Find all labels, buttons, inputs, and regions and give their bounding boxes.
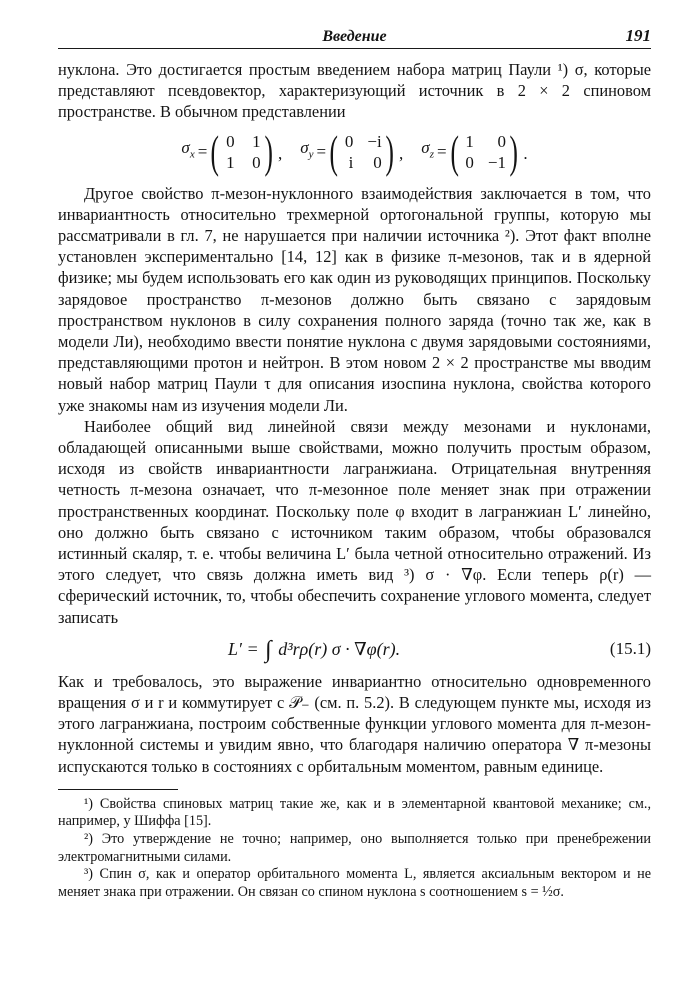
equation-rhs: d³rρ(r) σ · ∇φ(r). (278, 638, 401, 659)
sigma-x-sub: x (189, 148, 195, 161)
section-title: Введение (322, 28, 387, 45)
paragraph-4: Как и требовалось, это выражение инвариантно относительно одновременного вращения σ и r и коммутирует с 𝒫₋ (см. п. 5.2). В следующем пункте мы, исходя из этого лагранжиана, построим собственные функции углового момента для π-мезон-нуклонной системы и увидим явно, что благодаря наличию оператора ∇ π-мезоны испускаются только в состояниях с орбитальным моментом, равным единице. (58, 671, 651, 776)
sigma-y-a: 0 (344, 131, 354, 151)
sigma-y-entries (341, 132, 381, 172)
sigma-z-b: 0 (497, 131, 506, 151)
sigma-y-c: i (348, 152, 354, 172)
equation-15-1 (58, 630, 651, 670)
sigma-z-symbol: σ (421, 138, 430, 158)
footnotes (58, 796, 651, 902)
footnote-divider (58, 789, 178, 790)
sigma-y-d: 0 (373, 152, 382, 172)
paragraph-3: Наиболее общий вид линейной связи между мезонами и нуклонами, обладающей описанными выше свойствами, можно получить простым образом, исходя из свойств инвариантности лагранжиана. Отрицательная внутренняя четность π-мезона означает, что π-мезонное поле меняет знак при отражении пространственных координат. Поскольку поле φ входит в лагранжиан L′ линейно, оно должно быть связано с источником таким образом, чтобы образовался истинный скаляр, т. е. чтобы величина L′ была четной относительно отражений. Из этого следует, что связь должна иметь вид ³) σ · ∇φ. Если теперь ρ(r) — сферический источник, то, чтобы обеспечить сохранение углового момента, следует записать (58, 416, 651, 627)
sigma-y-sub: y (308, 148, 314, 161)
sigma-y-b: −i (367, 131, 382, 151)
right-paren: ) (385, 125, 394, 177)
sigma-y-symbol: σ (300, 138, 309, 158)
sigma-x-equals: = (197, 142, 208, 161)
sigma-z-a: 1 (465, 131, 474, 151)
left-paren: ( (329, 125, 338, 177)
sigma-x-entries (223, 132, 261, 172)
sigma-y-matrix (300, 125, 404, 177)
right-paren: ) (509, 125, 518, 177)
sigma-z-entries (462, 132, 506, 172)
sigma-z-sub: z (429, 148, 434, 161)
paragraph-1: нуклона. Это достигается простым введением набора матриц Паули ¹) σ, которые представляют псевдовектор, характеризующий источник в 2 × 2 спиновом пространстве. В обычном представлении (58, 60, 651, 122)
left-paren: ( (210, 125, 220, 177)
page-number: 191 (625, 26, 651, 45)
footnote-2: ²) Это утверждение не точно; например, оно выполняется только при пренебрежении электромагнитными силами. (58, 831, 651, 865)
page (58, 24, 651, 901)
sigma-y-punct: , (399, 144, 404, 164)
left-paren: ( (450, 125, 459, 177)
sigma-x-punct: , (277, 144, 283, 164)
equation-lhs: L′ = (228, 638, 259, 659)
paragraph-2: Другое свойство π-мезон-нуклонного взаимодействия заключается в том, что инвариантность относительно трехмерной ортогональной группы, которую мы рассматривали в гл. 7, не нарушается при наличии источника ²). Этот факт вполне установлен экспериментально [14, 12] как в физике π-мезонов, так и в ядерной физике; мы будем использовать его как один из руководящих принципов. Поскольку зарядовое пространство π-мезонов должно быть связано с зарядовым пространством нуклонов в силу сохранения полного заряда (точно так же, как в модели Ли), необходимо ввести понятие нуклона с двумя зарядовыми состояниями, представляющими протон и нейтрон. В этом новом 2 × 2 пространстве мы вводим новый набор матриц Паули τ для описания изоспина нуклона, свойства которого уже знакомы нам из изучения модели Ли. (58, 183, 651, 415)
body-text (58, 59, 651, 777)
sigma-z-equals: = (436, 142, 447, 161)
sigma-x-d: 0 (252, 152, 261, 172)
footnote-1: ¹) Свойства спиновых матриц такие же, как и в элементарной квантовой механике; см., например, у Шиффа [15]. (58, 795, 651, 830)
sigma-x-a: 0 (226, 131, 235, 151)
sigma-z-d: −1 (487, 152, 506, 172)
footnote-3: ³) Спин σ, как и оператор орбитального момента L, является аксиальным вектором и не меняет знака при отражении. Он связан со спином нуклона s соотношением s = ½σ. (58, 866, 651, 900)
sigma-z-punct: . (523, 144, 528, 164)
right-paren: ) (264, 125, 273, 177)
running-header (58, 24, 651, 49)
sigma-z-matrix (421, 125, 528, 177)
sigma-y-equals: = (316, 142, 327, 161)
sigma-x-b: 1 (252, 131, 261, 151)
sigma-z-c: 0 (465, 152, 474, 172)
sigma-x-matrix (181, 125, 283, 177)
pauli-matrices (58, 124, 651, 180)
sigma-x-symbol: σ (181, 138, 190, 158)
sigma-x-c: 1 (226, 152, 235, 172)
integral-sign: ∫ (265, 636, 272, 663)
equation-number: (15.1) (609, 638, 651, 658)
